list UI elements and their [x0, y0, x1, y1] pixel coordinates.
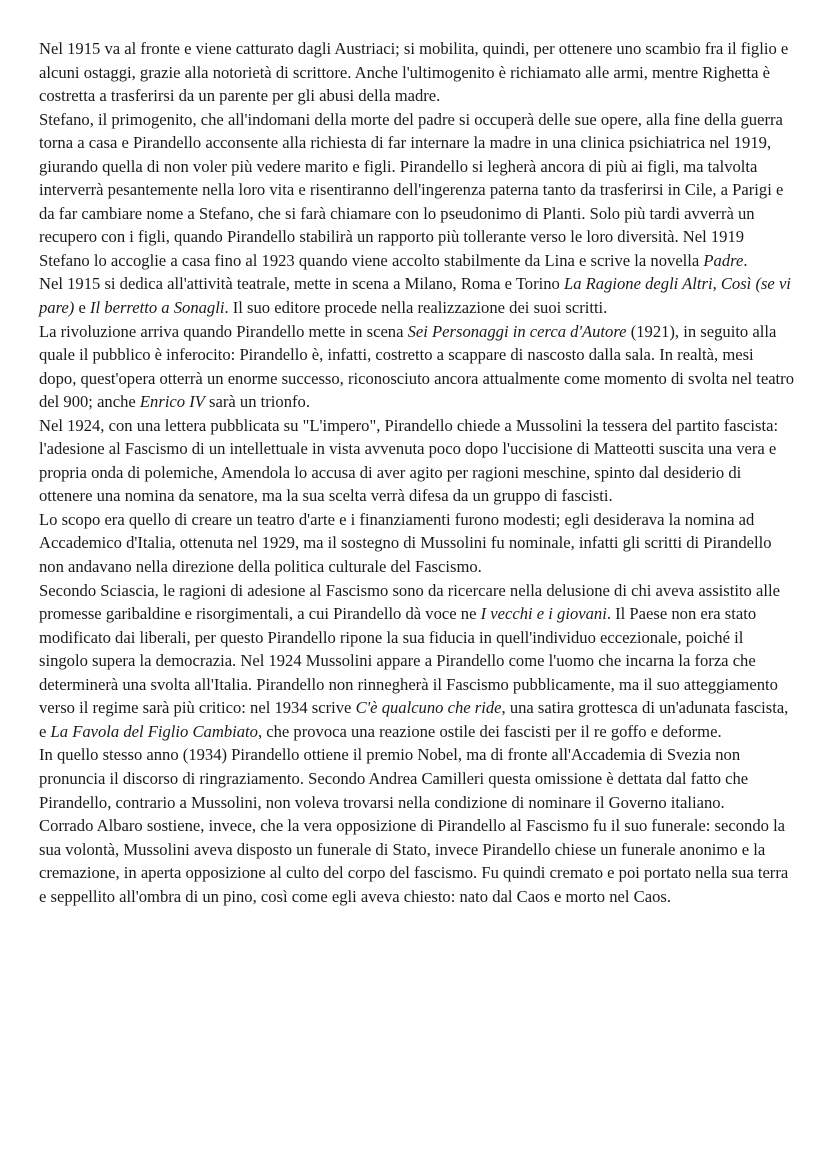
paragraph	[39, 508, 795, 579]
paragraph-text: In quello stesso anno (1934) Pirandello ottiene il premio Nobel, ma di fronte all'Accademia di Svezia non pronuncia il discorso di ringraziamento. Secondo Andrea Camilleri questa omissione è dettata dal fatto che Pirandello, contrario a Mussolini, non voleva trovarsi nella condizione di nominare il Governo italiano.	[39, 745, 749, 812]
paragraph-text: Nel 1915 si dedica all'attività teatrale, mette in scena a Milano, Roma e Torino	[39, 274, 564, 294]
document-body	[39, 37, 795, 908]
paragraph	[39, 814, 795, 908]
paragraph-text: Secondo Sciascia, le ragioni di adesione al Fascismo sono da ricercare nella delusione di chi aveva assistito alle promesse garibaldine e risorgimentali, a cui Pirandello dà voce ne	[39, 580, 780, 624]
italic-title-text: Sei Personaggi in cerca d'Autore	[407, 321, 627, 341]
paragraph	[39, 579, 795, 744]
italic-title-text: La Favola del Figlio Cambiato	[50, 721, 258, 741]
italic-title-text: La Ragione degli Altri	[563, 274, 713, 294]
paragraph-text: (1921), in seguito alla quale il pubblico è inferocito: Pirandello è, infatti, costretto a scappare di nascosto dalla sala. In realtà, mesi dopo, quest'opera otterrà un enorme successo, riconosciuto ancora attualmente come momento di svolta nel teatro del 900; anche	[39, 321, 794, 412]
paragraph-text: , che provoca una reazione ostile dei fascisti per il re goffo e deforme.	[257, 721, 722, 741]
paragraph-text: . Il Paese non era stato modificato dai liberali, per questo Pirandello ripone la sua fiducia in quell'individuo eccezionale, poiché il singolo supera la democrazia. Nel 1924 Mussolini appare a Pirandello come l'uomo che incarna la forza che determinerà una svolta all'Italia. Pirandello non rinnegherà il Fascismo pubblicamente, ma il suo atteggiamento verso il regime sarà più critico: nel 1934 scrive	[39, 604, 778, 718]
italic-title-text: Così (se vi pare)	[39, 274, 791, 318]
italic-title-text: C'è qualcuno che ride	[355, 698, 502, 718]
italic-title-text: Enrico IV	[139, 392, 205, 412]
paragraph	[39, 108, 795, 273]
italic-title-text: Il berretto a Sonagli	[90, 298, 225, 318]
paragraph	[39, 743, 795, 814]
paragraph	[39, 320, 795, 414]
paragraph-text: , una satira grottesca di un'adunata fascista, e	[39, 698, 789, 741]
paragraph-text: Stefano, il primogenito, che all'indomani della morte del padre si occuperà delle sue opere, alla fine della guerra torna a casa e Pirandello acconsente alla richiesta di far internare la madre in una clinica psichiatrica nel 1919, giurando quella di non voler più vedere marito e figli. Pirandello si legherà ancora di più ai figli, ma talvolta interverrà pesantemente nella loro vita e risentiranno dell'ingerenza paterna tanto da trasferirsi in Cile, a Parigi e da far cambiare nome a Stefano, che si farà chiamare con lo pseudonimo di Planti. Solo più tardi avverrà un recupero con i figli, quando Pirandello stabilirà un rapporto più tollerante verso le loro diversità. Nel 1919 Stefano lo accoglie a casa fino al 1923 quando viene accolto stabilmente da Lina e scrive la novella	[39, 109, 784, 270]
paragraph-text: La rivoluzione arriva quando Pirandello mette in scena	[39, 321, 408, 341]
italic-title-text: Padre	[703, 250, 744, 270]
paragraph-text: Nel 1915 va al fronte e viene catturato dagli Austriaci; si mobilita, quindi, per ottenere uno scambio fra il figlio e alcuni ostaggi, grazie alla notorietà di scrittore. Anche l'ultimogenito è richiamato alle armi, mentre Righetta è costretta a trasferirsi da un parente per gli abusi della madre.	[39, 39, 789, 106]
paragraph	[39, 414, 795, 508]
paragraph-text: e	[74, 298, 90, 318]
paragraph-text: sarà un trionfo.	[204, 392, 310, 412]
paragraph-text: ,	[712, 274, 721, 294]
paragraph-text: Lo scopo era quello di creare un teatro d'arte e i finanziamenti furono modesti; egli desiderava la nomina ad Accademico d'Italia, ottenuta nel 1929, ma il sostegno di Mussolini fu nominale, infatti gli scritti di Pirandello non andavano nella direzione della politica culturale del Fascismo.	[39, 509, 772, 577]
paragraph-text: . Il suo editore procede nella realizzazione dei suoi scritti.	[224, 298, 608, 318]
paragraph	[39, 37, 795, 108]
paragraph-text: Nel 1924, con una lettera pubblicata su "L'impero", Pirandello chiede a Mussolini la tessera del partito fascista: l'adesione al Fascismo di un intellettuale in vista avvenuta poco dopo l'uccisione di Matteotti suscita una vera e propria onda di polemiche, Amendola lo accusa di aver agito per ragioni meschine, spinto dal desiderio di ottenere una nomina da senatore, ma la sua scelta verrà difesa da un gruppo di fascisti.	[39, 415, 779, 506]
paragraph-text: Corrado Albaro sostiene, invece, che la vera opposizione di Pirandello al Fascismo fu il suo funerale: secondo la sua volontà, Mussolini aveva disposto un funerale di Stato, invece Pirandello chiese un funerale anonimo e la cremazione, in aperta opposizione al culto del corpo del fascismo. Fu quindi cremato e poi portato nella sua terra e seppellito all'ombra di un pino, così come egli aveva chiesto: nato dal Caos e morto nel Caos.	[39, 816, 789, 906]
italic-title-text: I vecchi e i giovani	[480, 604, 607, 624]
paragraph-text: .	[743, 250, 748, 270]
paragraph	[39, 272, 795, 319]
